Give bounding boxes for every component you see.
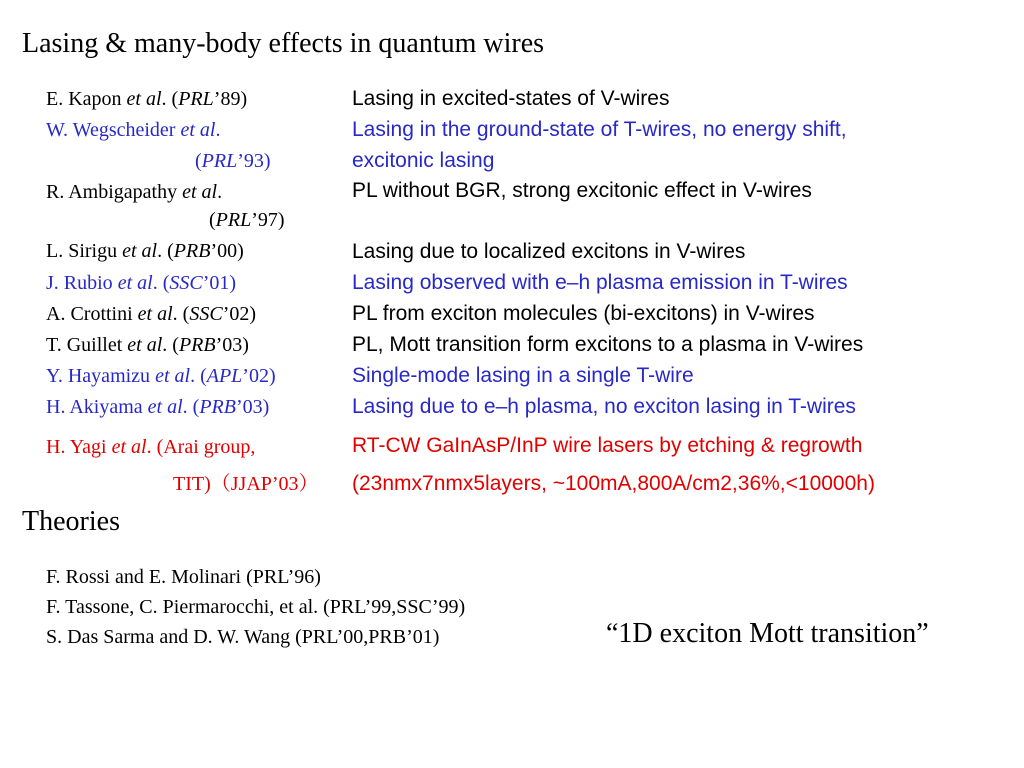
description-wegscheider-cont: excitonic lasing [352, 149, 495, 172]
ref-etal: et al [155, 365, 191, 387]
reference-ambigapathy-journal [209, 207, 285, 233]
ref-year: ’02) [222, 303, 257, 325]
ref-journal: APL [206, 365, 243, 387]
ref-journal: PRB [178, 334, 216, 356]
ref-paren: . ( [190, 365, 207, 387]
reference-guillet [46, 332, 249, 358]
reference-rubio [46, 270, 236, 296]
ref-paren: . [217, 181, 223, 203]
ref-etal: et al [117, 272, 153, 294]
description-sirigu: Lasing due to localized excitons in V-wires [352, 240, 746, 263]
ref-year: ’89) [213, 88, 248, 110]
ref-paren: . ( [162, 334, 179, 356]
ref-paren: . ( [182, 396, 200, 418]
theory-item: F. Tassone, C. Piermarocchi, et al. (PRL’99,SSC’99) [46, 596, 466, 618]
ref-journal: PRL [178, 88, 214, 110]
description-yagi: RT-CW GaInAsP/InP wire lasers by etching & regrowth [352, 434, 863, 457]
ref-paren: . [215, 119, 221, 141]
mott-transition-quote: “1D exciton Mott transition” [606, 618, 929, 649]
reference-crottini [46, 301, 256, 327]
ref-author: W. Wegscheider [46, 119, 181, 141]
ref-journal: SSC [189, 303, 223, 325]
ref-author: H. Akiyama [46, 396, 148, 418]
ref-year: ’01) [202, 272, 237, 294]
description-akiyama: Lasing due to e–h plasma, no exciton lasing in T-wires [352, 395, 856, 418]
ref-year: ’93) [237, 150, 271, 172]
description-wegscheider: Lasing in the ground-state of T-wires, no energy shift, [352, 118, 847, 141]
ref-journal: PRB [199, 396, 236, 418]
theory-item: S. Das Sarma and D. W. Wang (PRL’00,PRB’01) [46, 626, 440, 648]
ref-paren: . ( [172, 303, 190, 325]
reference-hayamizu [46, 363, 276, 389]
description-yagi-cont: (23nmx7nmx5layers, ~100mA,800A/cm2,36%,<10000h) [352, 472, 875, 495]
reference-yagi-journal: TIT)（JJAP’03） [173, 473, 319, 495]
reference-sirigu [46, 238, 244, 264]
ref-paren: . ( [157, 240, 174, 262]
description-hayamizu: Single-mode lasing in a single T-wire [352, 364, 694, 387]
ref-year: ’03) [215, 334, 249, 356]
ref-journal: PRB [173, 240, 211, 262]
ref-author: A. Crottini [46, 303, 138, 325]
reference-kapon [46, 86, 247, 112]
ref-year: ’00) [210, 240, 244, 262]
ref-author: R. Ambigapathy [46, 181, 183, 203]
description-ambigapathy: PL without BGR, strong excitonic effect in V-wires [352, 179, 812, 202]
ref-paren: . ( [161, 88, 179, 110]
ref-year: ’03) [235, 396, 270, 418]
reference-wegscheider-journal [195, 148, 271, 174]
ref-journal: SSC [169, 272, 203, 294]
ref-etal: et al [126, 88, 162, 110]
reference-ambigapathy [46, 179, 222, 205]
ref-etal: et al [147, 396, 183, 418]
ref-author: J. Rubio [46, 272, 118, 294]
description-guillet: PL, Mott transition form excitons to a plasma in V-wires [352, 333, 864, 356]
ref-paren: . ( [152, 272, 170, 294]
ref-paren: . (Arai group, [146, 436, 256, 458]
theory-item: F. Rossi and E. Molinari (PRL’96) [46, 566, 321, 588]
ref-author: Y. Hayamizu [46, 365, 156, 387]
ref-paren: ( [209, 209, 216, 231]
ref-journal: PRL [201, 150, 238, 172]
ref-etal: et al [182, 181, 218, 203]
ref-etal: et al [180, 119, 216, 141]
reference-akiyama [46, 394, 269, 420]
ref-etal: et al [137, 303, 173, 325]
theories-heading: Theories [22, 506, 120, 537]
ref-author: H. Yagi [46, 436, 112, 458]
ref-etal: et al [127, 334, 163, 356]
reference-yagi [46, 434, 255, 460]
ref-author: T. Guillet [46, 334, 128, 356]
ref-year: ’02) [242, 365, 276, 387]
ref-etal: et al [111, 436, 147, 458]
description-kapon: Lasing in excited-states of V-wires [352, 87, 670, 110]
reference-wegscheider [46, 117, 220, 143]
description-rubio: Lasing observed with e–h plasma emission in T-wires [352, 271, 848, 294]
ref-year: ’97) [251, 209, 285, 231]
ref-etal: et al [122, 240, 158, 262]
description-crottini: PL from exciton molecules (bi-excitons) in V-wires [352, 302, 815, 325]
slide-title: Lasing & many-body effects in quantum wires [22, 28, 545, 59]
ref-paren: ( [195, 150, 202, 172]
ref-author: E. Kapon [46, 88, 127, 110]
ref-author: L. Sirigu [46, 240, 123, 262]
ref-journal: PRL [215, 209, 252, 231]
